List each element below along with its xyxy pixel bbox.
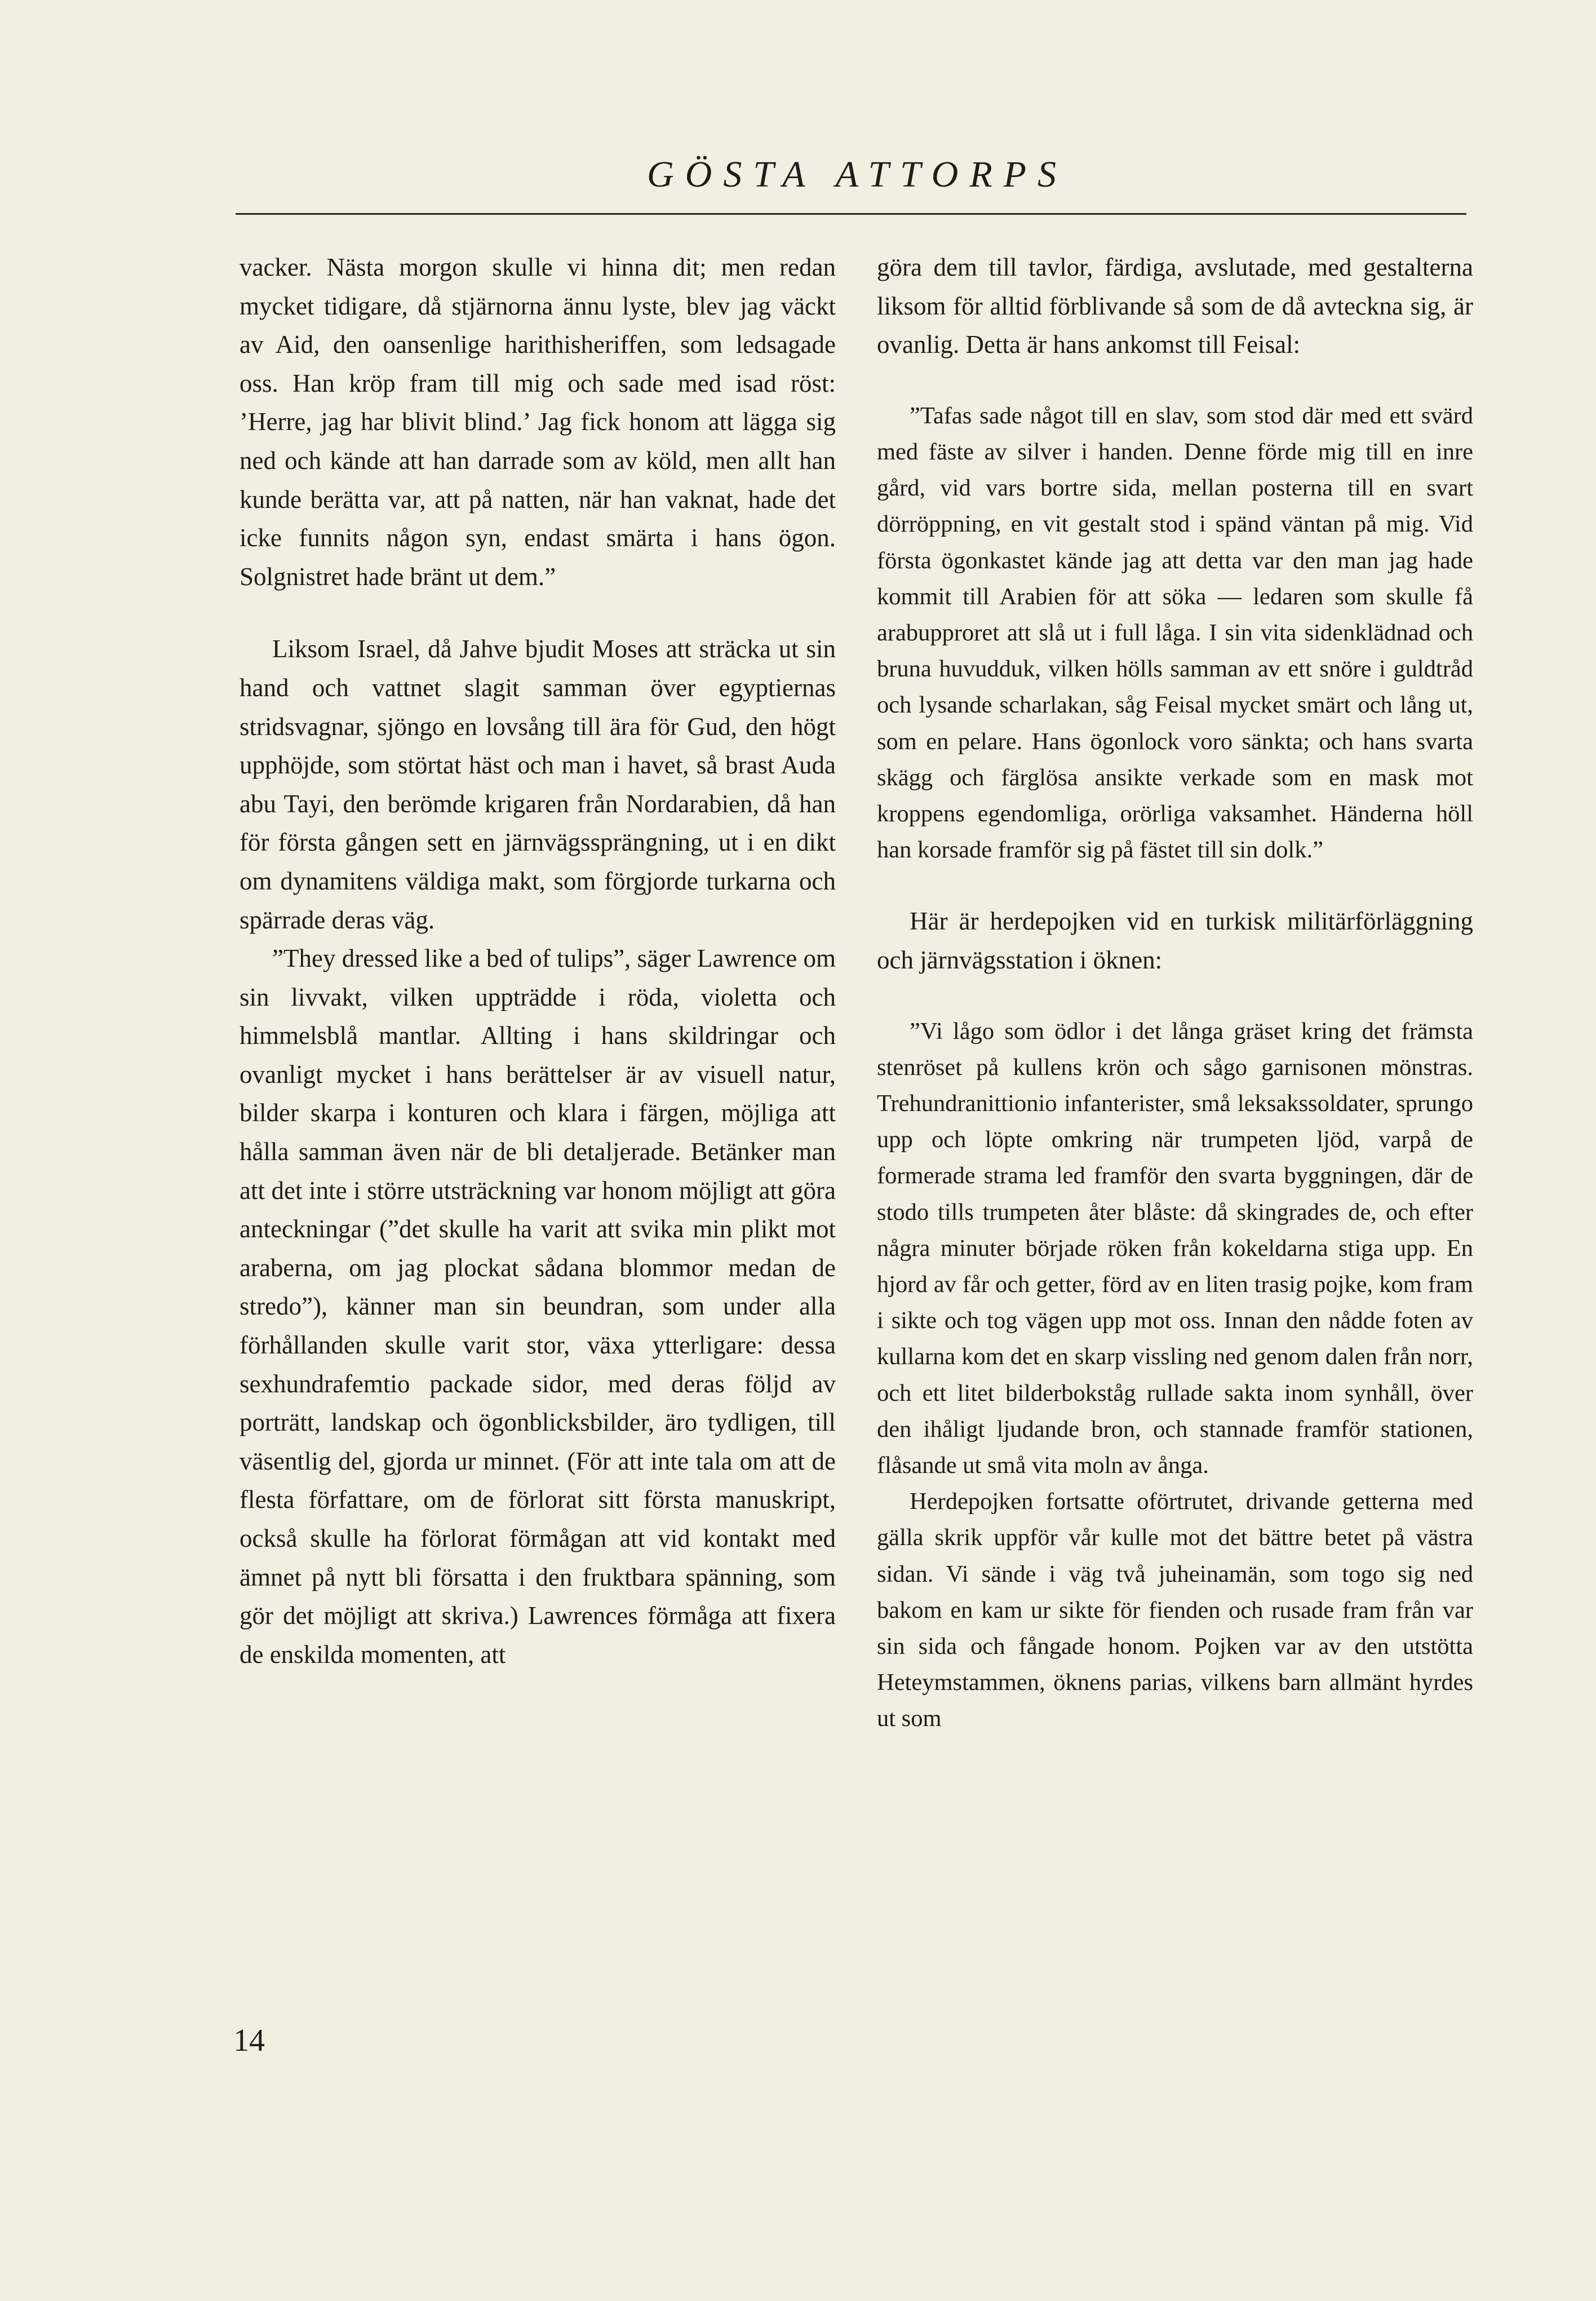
paragraph: Liksom Israel, då Jahve bjudit Moses att sträcka ut sin hand och vattnet slagit samman över egyptiernas stridsvagnar, sjöngo en lovsång till ära för Gud, den högt upphöjde, som störtat häst och man i havet, så brast Auda abu Tayi, den berömde krigaren från Nordarabien, då han för första gången sett en järnvägssprängning, ut i en dikt om dynamitens väldiga makt, som förgjorde turkarna och spärrade deras väg. [240,635,836,934]
block-quote: ”Tafas sade något till en slav, som stod där med ett svärd med fäste av silver i handen. Denne förde mig till en inre gård, vid vars bortre sida, mellan posterna till en svart dörröppning, en vit gestalt stod i spänd väntan på mig. Vid första ögonkastet kände jag att detta var den man jag hade kommit till Arabien för att söka — ledaren som skulle få arabupproret att slå ut i full låga. I sin vita sidenklädnad och bruna huvudduk, vilken hölls samman av ett snöre i guldtråd och lysande scharlakan, såg Feisal mycket smärt och lång ut, som en pelare. Hans ögonlock voro sänkta; och hans svarta skägg och färglösa ansikte verkade som en mask mot kroppens egendomliga, orörliga vaksamhet. Händerna höll han korsade framför sig på fästet till sin dolk.” [877,402,1473,864]
paragraph: ”They dressed like a bed of tulips”, säger Lawrence om sin livvakt, vilken uppträdde i röda, violetta och himmelsblå mantlar. Allting i hans skildringar och ovanligt mycket i hans berättelser är av visuell natur, bilder skarpa i konturen och klara i färgen, möjliga att hålla samman även när de bli detaljerade. Betänker man att det inte i större utsträckning var honom möjligt att göra anteckningar (”det skulle ha varit att svika min plikt mot araberna, om jag plockat sådana blommor medan de stredo”), känner man sin beundran, som under alla förhållanden skulle varit stor, växa ytterligare: dessa sexhundrafemtio packade sidor, med deras följd av porträtt, landskap och ögonblicksbilder, äro tydligen, till väsentlig del, gjorda ur minnet. (För att inte tala om att de flesta författare, om de förlorat sitt första manuskript, också skulle ha förlorat förmågan att vid kontakt med ämnet på nytt bli försatta i den fruktbara spänning, som gör det möjligt att skriva.) Lawrences förmåga att fixera de enskilda momenten, att [240,944,836,1669]
paragraph: göra dem till tavlor, färdiga, avslutade, med gestalterna liksom för alltid förblivande så som de då avteckna sig, är ovanlig. Detta är hans ankomst till Feisal: [877,253,1473,359]
block-quote: Herdepojken fortsatte oförtrutet, drivande getterna med gälla skrik uppför vår kulle mot det bättre betet på västra sidan. Vi sände i väg två juheinamän, som togo sig ned bakom en kam ur sikte för fienden och rusade fram från var sin sida och fångade honom. Pojken var av den utstötta Heteymstammen, öknens parias, vilkens barn allmänt hyrdes ut som [877,1488,1473,1732]
left-column [240,248,836,1674]
page-number: 14 [233,2023,265,2058]
header-rule [236,213,1466,215]
running-head: GÖSTA ATTORPS [647,154,1067,195]
paragraph: Här är herdepojken vid en turkisk militärförläggning och järnvägsstation i öknen: [877,907,1473,975]
right-column [877,248,1473,1737]
paragraph: vacker. Nästa morgon skulle vi hinna dit; men redan mycket tidigare, då stjärnorna ännu lyste, blev jag väckt av Aid, den oansenlige harithisheriffen, som ledsagade oss. Han kröp fram till mig och sade med isad röst: ’Herre, jag har blivit blind.’ Jag fick honom att lägga sig ned och kände att han darrade som av köld, men allt han kunde berätta var, att på natten, när han vaknat, hade det icke funnits någon syn, endast smärta i hans ögon. Solgnistret hade bränt ut dem.” [240,253,836,591]
block-quote: ”Vi lågo som ödlor i det långa gräset kring det främsta stenröset på kullens krön och sågo garnisonen mönstras. Trehundranittionio infanterister, små leksakssoldater, sprungo upp och löpte omkring när trumpeten ljöd, varpå de formerade strama led framför den svarta byggningen, där de stodo tills trumpeten åter blåste: då skingrades de, och efter några minuter började röken från kokeldarna stiga upp. En hjord av får och getter, förd av en liten trasig pojke, kom fram i sikte och tog vägen upp mot oss. Innan den nådde foten av kullarna kom det en skarp vissling ned genom dalen från norr, och ett litet bilderbokståg rullade sakta inom synhåll, över den ihåligt ljudande bron, och stannade framför stationen, flåsande ut små vita moln av ånga. [877,1017,1473,1479]
